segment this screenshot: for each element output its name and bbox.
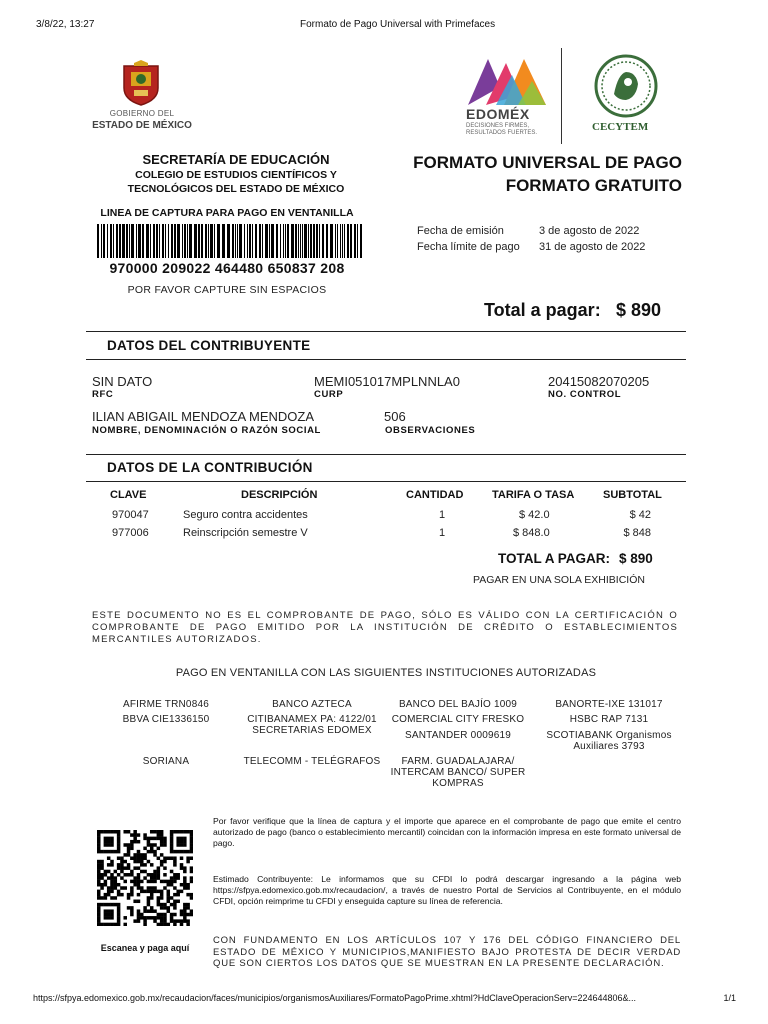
fecha-limite-label: Fecha límite de pago <box>417 241 520 253</box>
capture-hint: POR FAVOR CAPTURE SIN ESPACIOS <box>127 284 327 296</box>
nombre-label: NOMBRE, DENOMINACIÓN O RAZÓN SOCIAL <box>92 425 321 436</box>
qr-caption: Escanea y paga aquí <box>100 943 190 953</box>
institution-item: CITIBANAMEX PA: 4122/01 SECRETARIAS EDOMEX <box>247 714 377 736</box>
edomex-slogan-2: RESULTADOS FUERTES. <box>466 130 538 136</box>
form-title-line2: FORMATO GRATUITO <box>505 176 682 195</box>
contribucion-title: DATOS DE LA CONTRIBUCIÓN <box>107 460 313 475</box>
edomex-slogan-1: DECISIONES FIRMES, <box>466 123 530 129</box>
legal-note: CON FUNDAMENTO EN LOS ARTÍCULOS 107 Y 176 DEL CÓDIGO FINANCIERO DEL ESTADO DE MÉXICO Y MUNICIPIOS,MANIFIESTO BAJO PROTESTA DE DECIR VERDAD QUE SON CIERTOS LOS DATOS QUE SE MUESTRAN EN LA PRESENTE DECLARACIÓN. <box>213 935 681 969</box>
print-url: https://sfpya.edomexico.gob.mx/recaudacion/faces/municipios/organismosAuxiliares/FormatoPagoPrime.xhtml?HdClaveOperacionServ=224644806&... <box>33 993 637 1003</box>
col-header-cantidad: CANTIDAD <box>406 489 464 501</box>
row-subtotal: $ 848 <box>623 527 651 539</box>
institution-item: BANCO AZTECA <box>272 699 352 710</box>
row-clave: 977006 <box>112 527 149 539</box>
qr-code[interactable] <box>97 830 193 926</box>
observaciones-label: OBSERVACIONES <box>385 425 476 436</box>
fecha-emision-value: 3 de agosto de 2022 <box>539 225 640 237</box>
row-cantidad: 1 <box>438 509 446 521</box>
total-value: $ 890 <box>616 300 662 320</box>
institution-item: SORIANA <box>142 756 190 767</box>
institution-item: BBVA CIE1336150 <box>122 714 210 725</box>
institution-item: COMERCIAL CITY FRESKO <box>391 714 525 725</box>
institution-item: HSBC RAP 7131 <box>569 714 649 725</box>
row-tarifa: $ 42.0 <box>519 509 550 521</box>
curp-label: CURP <box>314 389 344 400</box>
col-header-tarifa: TARIFA O TASA <box>492 489 575 501</box>
institution-item: TELECOMM - TELÉGRAFOS <box>243 756 381 767</box>
total-a-pagar-value: $ 890 <box>619 551 653 566</box>
edomex-name: EDOMÉX <box>466 106 530 122</box>
total-label: Total a pagar: <box>484 300 601 320</box>
row-descripcion: Reinscripción semestre V <box>183 527 308 539</box>
institution-item: SANTANDER 0009619 <box>404 730 512 741</box>
exhibicion-note: PAGAR EN UNA SOLA EXHIBICIÓN <box>473 574 645 586</box>
colegio-line2: TECNOLÓGICOS DEL ESTADO DE MÉXICO <box>127 183 345 195</box>
gobierno-line2: ESTADO DE MÉXICO <box>92 120 192 131</box>
observaciones-value: 506 <box>384 409 406 424</box>
edomex-logo <box>466 55 548 107</box>
total-a-pagar-label: TOTAL A PAGAR: <box>498 551 610 566</box>
row-tarifa: $ 848.0 <box>513 527 550 539</box>
institution-item: SCOTIABANK Organismos Auxiliares 3793 <box>546 730 672 752</box>
section-rule <box>86 454 686 455</box>
disclaimer: ESTE DOCUMENTO NO ES EL COMPROBANTE DE PAGO, SÓLO ES VÁLIDO CON LA CERTIFICACIÓN O COMPROBANTE DE PAGO EMITIDO POR LA INSTITUCIÓN DE CRÉDITO O ESTABLECIMIENTOS MERCANTILES AUTORIZADOS. <box>92 610 678 645</box>
no-control-label: NO. CONTROL <box>548 389 622 400</box>
colegio-line1: COLEGIO DE ESTUDIOS CIENTÍFICOS Y <box>135 169 337 181</box>
nombre-value: ILIAN ABIGAIL MENDOZA MENDOZA <box>92 409 315 424</box>
print-datetime: 3/8/22, 13:27 <box>36 19 95 30</box>
form-title-line1: FORMATO UNIVERSAL DE PAGO <box>413 153 682 172</box>
row-cantidad: 1 <box>438 527 446 539</box>
print-title: Formato de Pago Universal with Primefaces <box>300 19 496 30</box>
print-page-number: 1/1 <box>723 993 736 1003</box>
contribuyente-title: DATOS DEL CONTRIBUYENTE <box>107 338 311 353</box>
col-header-descripcion: DESCRIPCIÓN <box>241 489 318 501</box>
col-header-subtotal: SUBTOTAL <box>603 489 662 501</box>
institution-item: BANORTE-IXE 131017 <box>555 699 663 710</box>
institution-item: FARM. GUADALAJARA/ INTERCAM BANCO/ SUPER KOMPRAS <box>390 756 526 789</box>
row-subtotal: $ 42 <box>629 509 651 521</box>
cecytem-seal <box>594 54 658 118</box>
instituciones-heading: PAGO EN VENTANILLA CON LAS SIGUIENTES INSTITUCIONES AUTORIZADAS <box>175 667 597 679</box>
cecytem-label: CECYTEM <box>592 121 649 133</box>
section-rule <box>86 359 686 360</box>
capture-heading: LINEA DE CAPTURA PARA PAGO EN VENTANILLA <box>100 207 354 219</box>
coat-of-arms-logo <box>120 60 162 106</box>
capture-number: 970000 209022 464480 650837 208 <box>109 260 345 276</box>
logo-divider <box>561 48 562 144</box>
fecha-emision-label: Fecha de emisión <box>417 225 504 237</box>
section-rule <box>86 481 686 482</box>
institution-item: BANCO DEL BAJÍO 1009 <box>398 699 518 710</box>
rfc-value: SIN DATO <box>92 374 153 389</box>
fecha-limite-value: 31 de agosto de 2022 <box>539 241 646 253</box>
col-header-clave: CLAVE <box>110 489 147 501</box>
curp-value: MEMI051017MPLNNLA0 <box>314 374 460 389</box>
gobierno-line1: GOBIERNO DEL <box>109 109 175 118</box>
secretaria: SECRETARÍA DE EDUCACIÓN <box>142 152 330 167</box>
barcode <box>97 224 363 258</box>
institution-item: AFIRME TRN0846 <box>123 699 209 710</box>
row-clave: 970047 <box>112 509 149 521</box>
verify-note: Por favor verifique que la línea de captura y el importe que aparece en el comprobante de pago que emite el centro autorizado de pago (banco o establecimiento mercantil) coincidan con la información impresa en este formato universal de pago. <box>213 816 681 848</box>
rfc-label: RFC <box>92 389 114 400</box>
row-descripcion: Seguro contra accidentes <box>183 509 308 521</box>
cfdi-note: Estimado Contribuyente: Le informamos que su CFDI lo podrá descargar ingresando a la página web https://sfpya.edomexico.gob.mx/recaudacion/, a través de nuestro Portal de Servicios al Contribuyente, en el módulo CFDI, opción reimprime tu CFDI y enseguida capture su línea de referencia. <box>213 874 681 906</box>
no-control-value: 20415082070205 <box>548 374 650 389</box>
section-rule <box>86 331 686 332</box>
